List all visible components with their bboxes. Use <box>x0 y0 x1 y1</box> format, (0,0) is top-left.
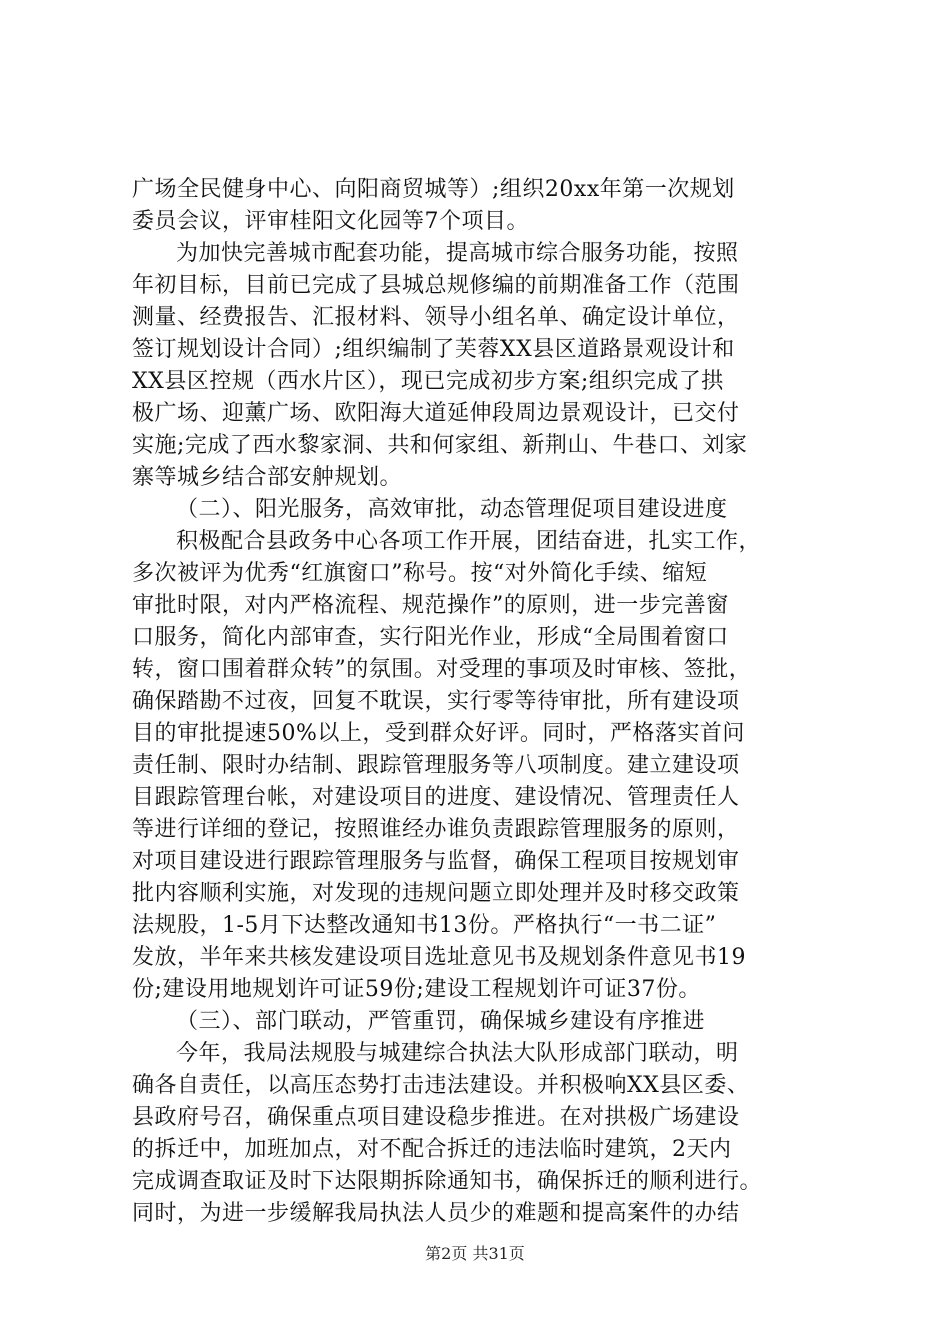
text-line: 极广场、迎薰广场、欧阳海大道延伸段周边景观设计，已交付 <box>132 401 740 426</box>
text-line: 同时，为进一步缓解我局执法人员少的难题和提高案件的办结 <box>132 1201 740 1226</box>
text-line: 测量、经费报告、汇报材料、领导小组名单、确定设计单位， <box>132 305 740 330</box>
text-line: 责任制、限时办结制、跟踪管理服务等八项制度。建立建设项 <box>132 753 740 778</box>
text-line: 确各自责任，以高压态势打击违法建设。并积极响XX县区委、 <box>132 1073 750 1098</box>
text-line: 确保踏勘不过夜，回复不耽误，实行零等待审批，所有建设项 <box>132 689 740 714</box>
text-line: 目的审批提速50%以上，受到群众好评。同时，严格落实首问 <box>132 721 745 746</box>
text-line: 批内容顺利实施，对发现的违规问题立即处理并及时移交政策 <box>132 881 740 906</box>
section-heading: （二）、阳光服务，高效审批，动态管理促项目建设进度 <box>176 497 728 522</box>
text-line: 份;建设用地规划许可证59份;建设工程规划许可证37份。 <box>132 977 701 1002</box>
text-line: 审批时限，对内严格流程、规范操作”的原则，进一步完善窗 <box>132 593 729 618</box>
text-line: 年初目标，目前已完成了县城总规修编的前期准备工作（范围 <box>132 273 740 298</box>
text-line: XX县区控规（西水片区），现已完成初步方案;组织完成了拱 <box>132 369 724 394</box>
text-line: 目跟踪管理台帐，对建设项目的进度、建设情况、管理责任人 <box>132 785 740 810</box>
page-number-footer: 第2页 共31页 <box>425 1244 525 1263</box>
paragraph-start: 为加快完善城市配套功能，提高城市综合服务功能，按照 <box>176 241 739 266</box>
text-line: 县政府号召，确保重点项目建设稳步推进。在对拱极广场建设 <box>132 1105 740 1130</box>
text-line: 委员会议，评审桂阳文化园等7个项目。 <box>132 209 529 234</box>
text-line: 完成调查取证及时下达限期拆除通知书，确保拆迁的顺利进行。 <box>132 1169 763 1194</box>
text-line: 广场全民健身中心、向阳商贸城等）;组织20xx年第一次规划 <box>132 177 735 202</box>
document-body <box>132 174 832 1230</box>
paragraph-start: 积极配合县政务中心各项工作开展，团结奋进，扎实工作， <box>176 529 762 554</box>
text-line: 对项目建设进行跟踪管理服务与监督，确保工程项目按规划审 <box>132 849 740 874</box>
text-line: 签订规划设计合同）;组织编制了芙蓉XX县区道路景观设计和 <box>132 337 735 362</box>
text-line: 转，窗口围着群众转”的氛围。对受理的事项及时审核、签批， <box>132 657 752 682</box>
text-line: 多次被评为优秀“红旗窗口”称号。按“对外简化手续、缩短 <box>132 561 708 586</box>
section-heading: （三）、部门联动，严管重罚，确保城乡建设有序推进 <box>176 1009 706 1034</box>
text-line: 寨等城乡结合部安舯规划。 <box>132 465 403 490</box>
text-line: 口服务，简化内部审查，实行阳光作业，形成“全局围着窗口 <box>132 625 729 650</box>
text-line: 发放，半年来共核发建设项目选址意见书及规划条件意见书19 <box>132 945 746 970</box>
text-line: 等进行详细的登记，按照谁经办谁负责跟踪管理服务的原则， <box>132 817 740 842</box>
text-line: 的拆迁中，加班加点，对不配合拆迁的违法临时建筑，2天内 <box>132 1137 732 1162</box>
paragraph-start: 今年，我局法规股与城建综合执法大队形成部门联动，明 <box>176 1041 739 1066</box>
text-line: 法规股，1-5月下达整改通知书13份。严格执行“一书二证” <box>132 913 717 938</box>
text-line: 实施;完成了西水黎家洞、共和何家组、新荆山、牛巷口、刘家 <box>132 433 748 458</box>
